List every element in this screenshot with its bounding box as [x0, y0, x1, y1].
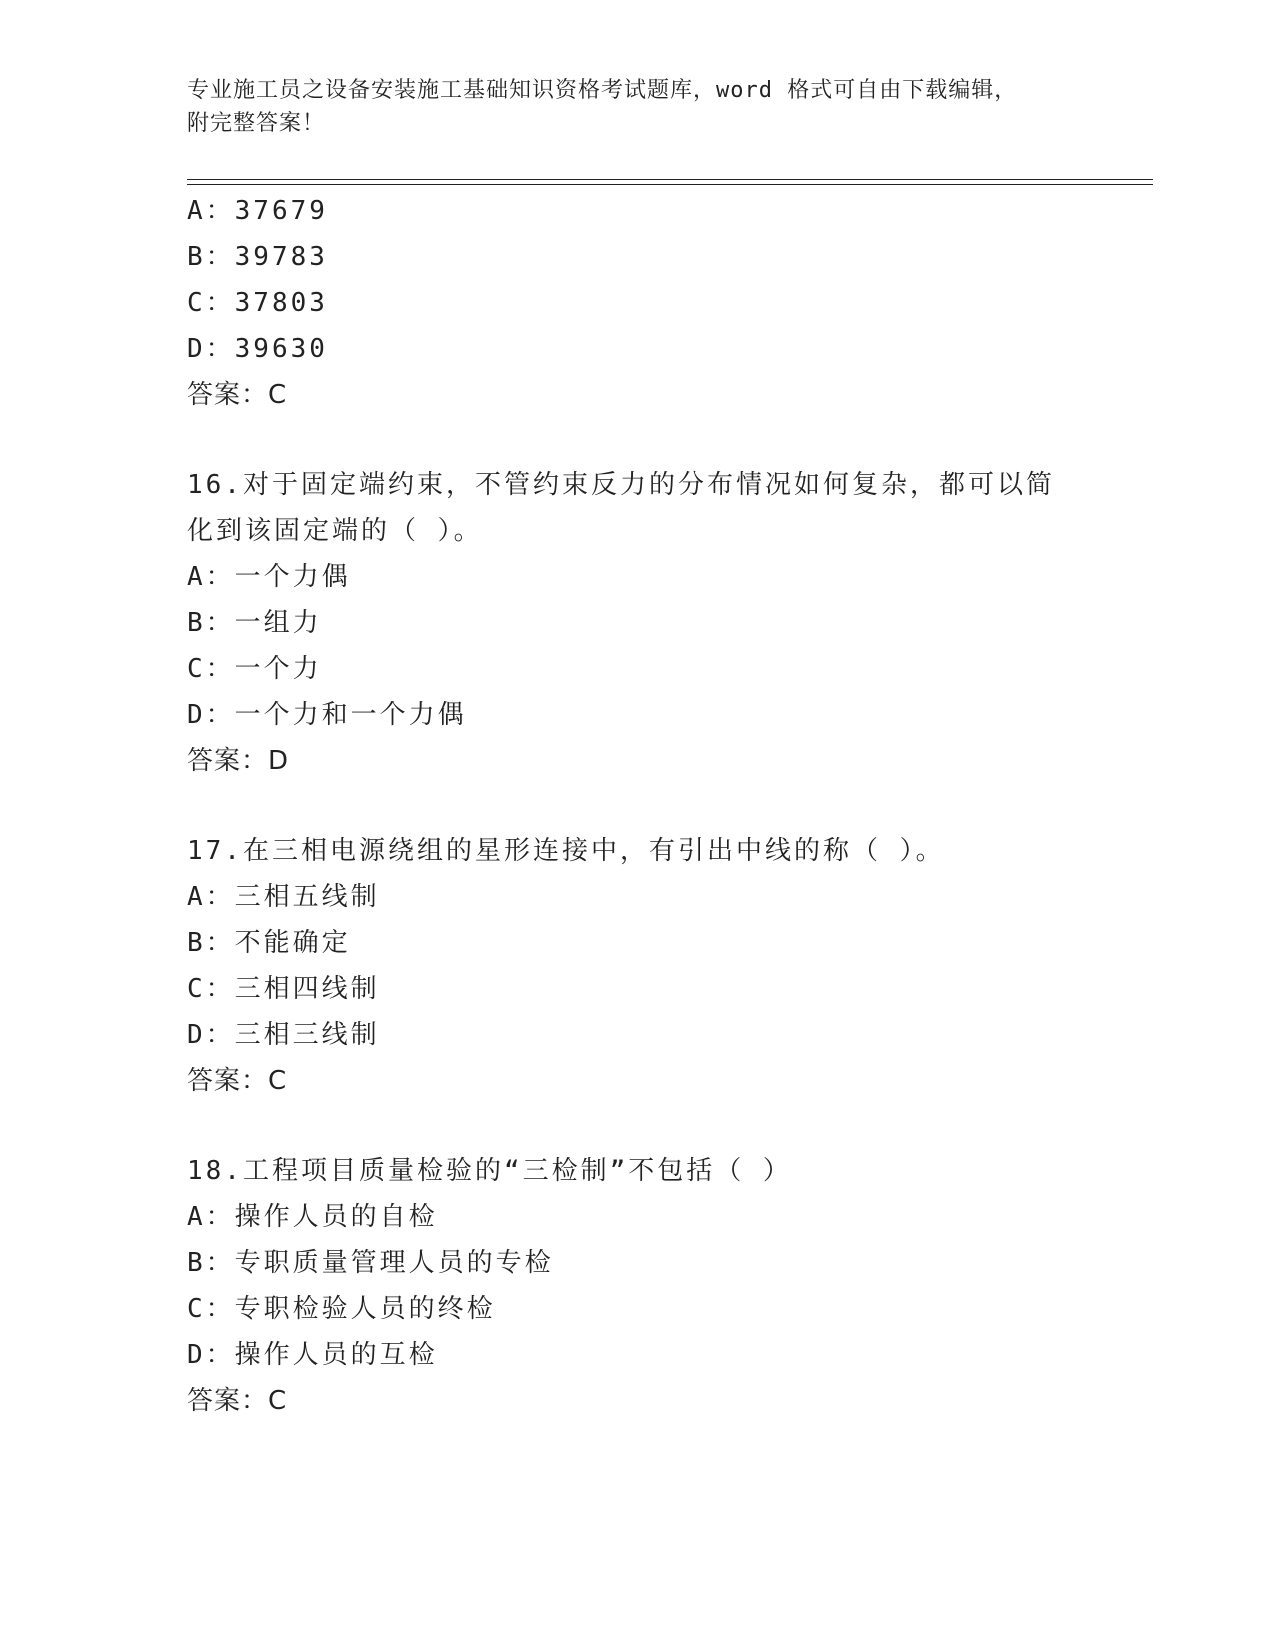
- option-d: D：一个力和一个力偶: [187, 700, 467, 730]
- option-b: B：专职质量管理人员的专检: [187, 1248, 554, 1278]
- document-header: [187, 74, 1067, 140]
- option-c: C：三相四线制: [187, 974, 380, 1004]
- question-gap: [187, 1104, 1087, 1148]
- option-b: B：一组力: [187, 608, 322, 638]
- question-16-block: [187, 462, 1087, 784]
- option-d: D：操作人员的互检: [187, 1340, 438, 1370]
- header-rule-top: [187, 179, 1153, 180]
- answer-line: 答案：C: [187, 380, 288, 410]
- header-rule-bottom: [187, 184, 1153, 185]
- option-b: B：39783: [187, 242, 328, 272]
- question-gap: [187, 418, 1087, 462]
- option-c: C：37803: [187, 288, 328, 318]
- question-17-block: [187, 828, 1087, 1104]
- option-c: C：一个力: [187, 654, 322, 684]
- option-b: B：不能确定: [187, 928, 351, 958]
- question-gap: [187, 784, 1087, 828]
- question-text: 17.在三相电源绕组的星形连接中，有引出中线的称（ ）。: [187, 836, 945, 866]
- question-text: 16.对于固定端约束，不管约束反力的分布情况如何复杂，都可以简化到该固定端的（ ）。: [187, 470, 1055, 546]
- option-d: D：39630: [187, 334, 328, 364]
- question-text: 18.工程项目质量检验的“三检制”不包括（ ）: [187, 1156, 792, 1186]
- option-a: A：操作人员的自检: [187, 1202, 438, 1232]
- answer-line: 答案：C: [187, 1066, 288, 1096]
- question-list: [187, 188, 1087, 1424]
- question-18-block: [187, 1148, 1087, 1424]
- option-c: C：专职检验人员的终检: [187, 1294, 496, 1324]
- header-line-2: 附完整答案！: [187, 111, 326, 136]
- option-a: A：一个力偶: [187, 562, 351, 592]
- option-d: D：三相三线制: [187, 1020, 380, 1050]
- header-line-1: 专业施工员之设备安装施工基础知识资格考试题库，word 格式可自由下载编辑，: [187, 78, 1018, 103]
- option-a: A：37679: [187, 196, 328, 226]
- answer-line: 答案：D: [187, 746, 290, 776]
- previous-question-block: [187, 188, 1087, 418]
- answer-line: 答案：C: [187, 1386, 288, 1416]
- option-a: A：三相五线制: [187, 882, 380, 912]
